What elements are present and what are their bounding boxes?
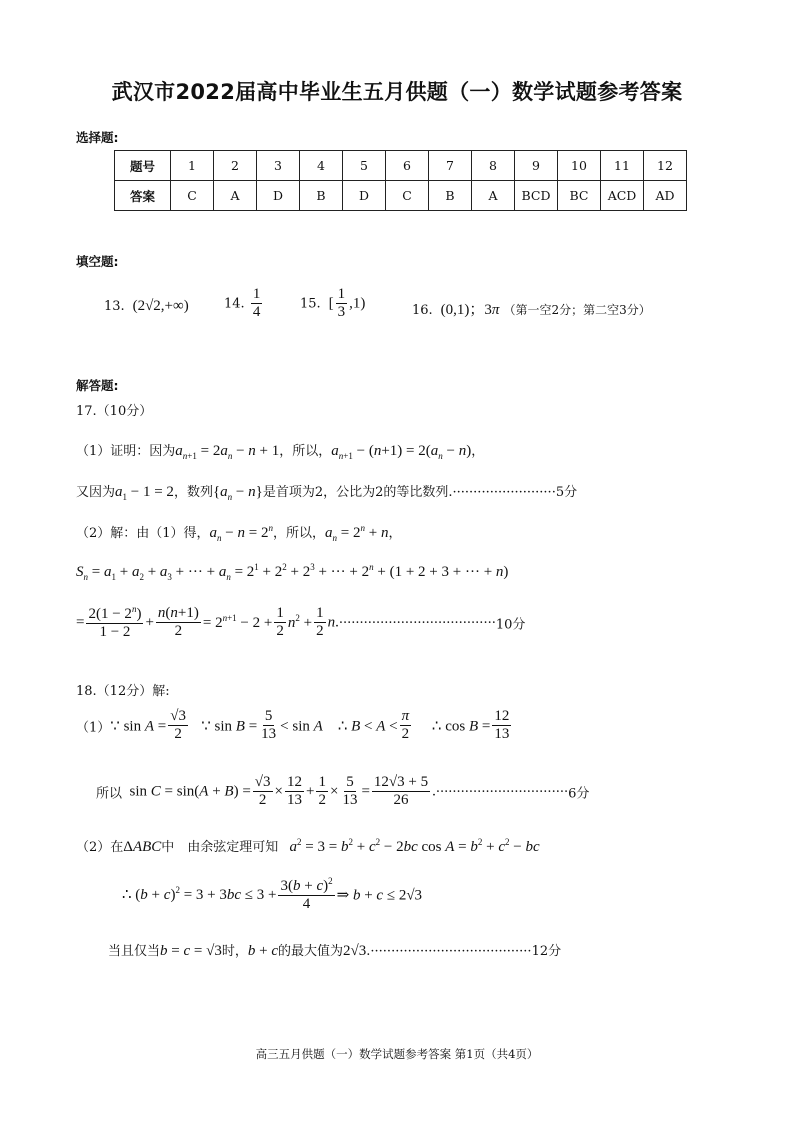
p18-line4: ∴ $(b + c)^2 = 3 + 3bc \le 3$ + $\frac{3(b + c)^2}{4}$ ⇒ b + c ≤ 2√3 [122,876,423,913]
fill-q13 [104,298,189,315]
table-cell: C [171,181,214,211]
fill-q14 [224,286,264,322]
q13-answer: (2√2,+∞) [128,298,189,314]
q14-answer: $\frac{1}{4}$ [252,286,261,321]
table-row-numbers [115,151,687,181]
p18-head: 18.（12分）解: [76,684,170,699]
table-cell: 3 [257,151,300,181]
q13-number: 13. [104,299,125,314]
table-cell: B [429,181,472,211]
table-header-number: 题号 [115,151,171,181]
q14-number: 14. [224,296,245,312]
table-cell: 9 [515,151,558,181]
q16-answer: (0,1)；3π [436,302,500,318]
q15-number: 15. [300,296,321,312]
table-cell: C [386,181,429,211]
table-cell: A [472,181,515,211]
p17-line4: $S_n = a_1 + a_2 + a_3$ + ··· + $a_n = 2^1 + 2^2 + 2^3$ + ··· + $2^n + (1 + 2 + 3$ + ··· + n) [76,562,509,582]
table-header-answer: 答案 [115,181,171,211]
fill-heading: 填空题: [76,254,119,269]
table-cell: 7 [429,151,472,181]
p17-line1: （1）证明：因为$a_{n+1} = 2a_n - n + 1$，所以，$a_{n+1} - (n+1) = 2(a_n - n)$， [76,443,485,461]
p17-line2: 又因为$a_1 - 1 = 2$，数列$\{a_n - n\}$是首项为2，公比为2的等比数列.·························5分 [76,484,578,502]
table-cell: 12 [644,151,687,181]
table-cell: AD [644,181,687,211]
p17-line3: （2）解：由（1）得，$a_n - n = 2^n$，所以，$a_n = 2^n + n$， [76,523,402,543]
table-cell: BC [558,181,601,211]
q16-number: 16. [412,303,433,318]
page-footer: 高三五月供题（一）数学试题参考答案 第1页（共4页） [255,1047,539,1061]
q15-answer: [ [324,295,334,312]
page-title: 武汉市2022届高中毕业生五月供题（一）数学试题参考答案 [111,80,683,104]
p17-head: 17.（10分） [76,404,153,419]
p18-line5: 当且仅当b = c = √3时，b + c的最大值为2√3.·······································12分 [108,943,562,959]
table-cell: 1 [171,151,214,181]
p18-line1: （1）∵ sin A = $\frac{√3}{2}$ ∵ sin B = $\frac{5}{13}$ < sin A ∴ B < A < $\frac{\pi}{2}$ ∴ cos B = $\frac{12}{13}$ [76,708,510,743]
table-row-answers [115,181,687,211]
table-cell: 10 [558,151,601,181]
fill-q15: 15. [ $\frac{1}{3}$ ,1) [300,286,366,321]
table-cell: D [257,181,300,211]
table-cell: 5 [343,151,386,181]
table-cell: D [343,181,386,211]
table-cell: 11 [601,151,644,181]
p17-line5: = $\frac{2(1 - 2^n)}{1 - 2}$ + $\frac{n(n+1)}{2}$ = $2^{n+1} - 2$ + $\frac{1}{2}$ $n^2$ + $\frac{1}{2}$ n.······································10分 [76,604,526,641]
solve-heading: 解答题: [76,378,119,393]
table-cell: 6 [386,151,429,181]
table-cell: B [300,181,343,211]
choice-heading: 选择题: [76,130,119,145]
q16-note: （第一空2分；第二空3分） [503,303,651,317]
table-cell: A [214,181,257,211]
table-cell: 4 [300,151,343,181]
fill-q16 [412,298,651,319]
p18-line2: 所以 sin C = sin(A + B) = $\frac{√3}{2}$ × $\frac{12}{13}$ + $\frac{1}{2}$ × $\frac{5}{13}$ = $\frac{12√3 + 5}{26}$ .································6分 [96,774,590,809]
table-cell: 2 [214,151,257,181]
answer-table [114,150,687,211]
table-cell: 8 [472,151,515,181]
p18-line3: （2）在ΔABC中 由余弦定理可知 $a^2 = 3 = b^2 + c^2 - 2bc$ $\cos A = b^2 + c^2$ − bc [76,837,540,855]
table-cell: ACD [601,181,644,211]
table-cell: BCD [515,181,558,211]
